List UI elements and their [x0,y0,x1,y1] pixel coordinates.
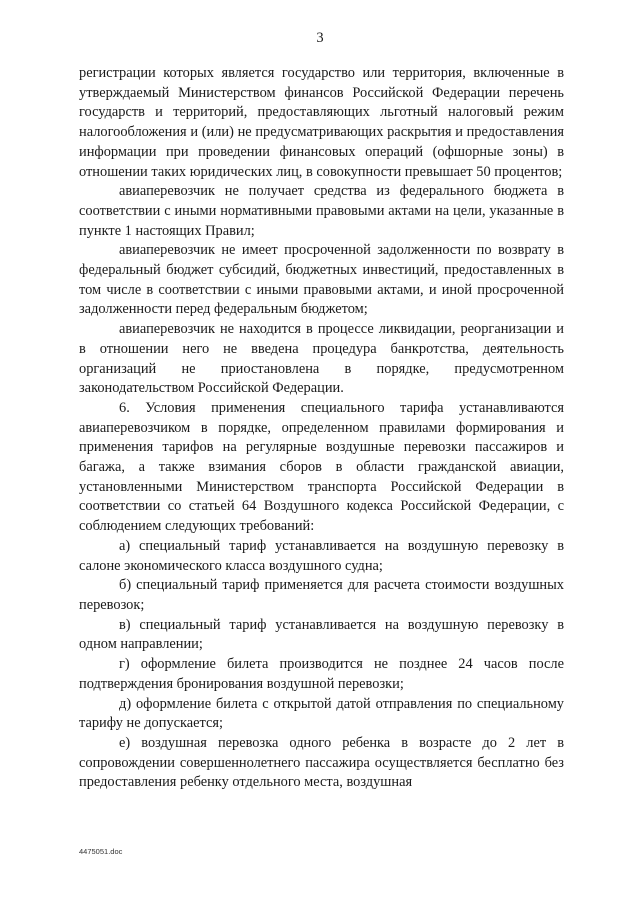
paragraph-no-liquidation: авиаперевозчик не находится в процессе ликвидации, реорганизации и в отношении него не введена процедура банкротства, деятельность организаций не приостановлена в порядке, предусмотренном законодательством Российской Федерации. [79,321,564,397]
paragraph-item-v: в) специальный тариф устанавливается на воздушную перевозку в одном направлении; [79,616,564,653]
paragraph-item-g: г) оформление билета производится не позднее 24 часов после подтверждения бронирования воздушной перевозки; [79,656,564,692]
page-number: 3 [316,30,324,46]
paragraph-section-6: 6. Условия применения специального тарифа устанавливаются авиаперевозчиком в порядке, определенном правилами формирования и применения тарифов на регулярные воздушные перевозки пассажиров и багажа, а также взимания сборов в области гражданской авиации, установленными Министерством транспорта Российской Федерации в соответствии со статьей 64 Воздушного кодекса Российской Федерации, с соблюдением следующих требований: [79,399,564,535]
document-file-code: 4475051.doc [79,847,123,856]
paragraph-offshore-continuation: регистрации которых является государство или территория, включенные в утверждаемый Министерством финансов Российской Федерации перечень государств и территорий, предоставляющих льготный налоговый режим налогообложения и (или) не предусматривающих раскрытия и предоставления информации при проведении финансовых операций (офшорные зоны) в отношении таких юридических лиц, в совокупности превышает 50 процентов; [79,65,564,180]
paragraph-item-b: б) специальный тариф применяется для расчета стоимости воздушных перевозок; [79,577,564,613]
paragraph-item-e: е) воздушная перевозка одного ребенка в возрасте до 2 лет в сопровождении совершеннолетнего пассажира осуществляется бесплатно без предоставления ребенку отдельного места, воздушная [79,734,564,791]
paragraph-no-federal-funds: авиаперевозчик не получает средства из федерального бюджета в соответствии с иными нормативными правовыми актами на цели, указанные в пункте 1 настоящих Правил; [79,183,564,239]
paragraph-item-d: д) оформление билета с открытой датой отправления по специальному тарифу не допускается; [79,695,564,732]
document-body [79,64,564,793]
paragraph-item-a: а) специальный тариф устанавливается на воздушную перевозку в салоне экономического класса воздушного судна; [79,537,564,574]
paragraph-no-overdue-debt: авиаперевозчик не имеет просроченной задолженности по возврату в федеральный бюджет субсидий, бюджетных инвестиций, предоставленных в том числе в соответствии с иными правовыми актами, и иной просроченной задолженности перед федеральным бюджетом; [79,242,564,318]
